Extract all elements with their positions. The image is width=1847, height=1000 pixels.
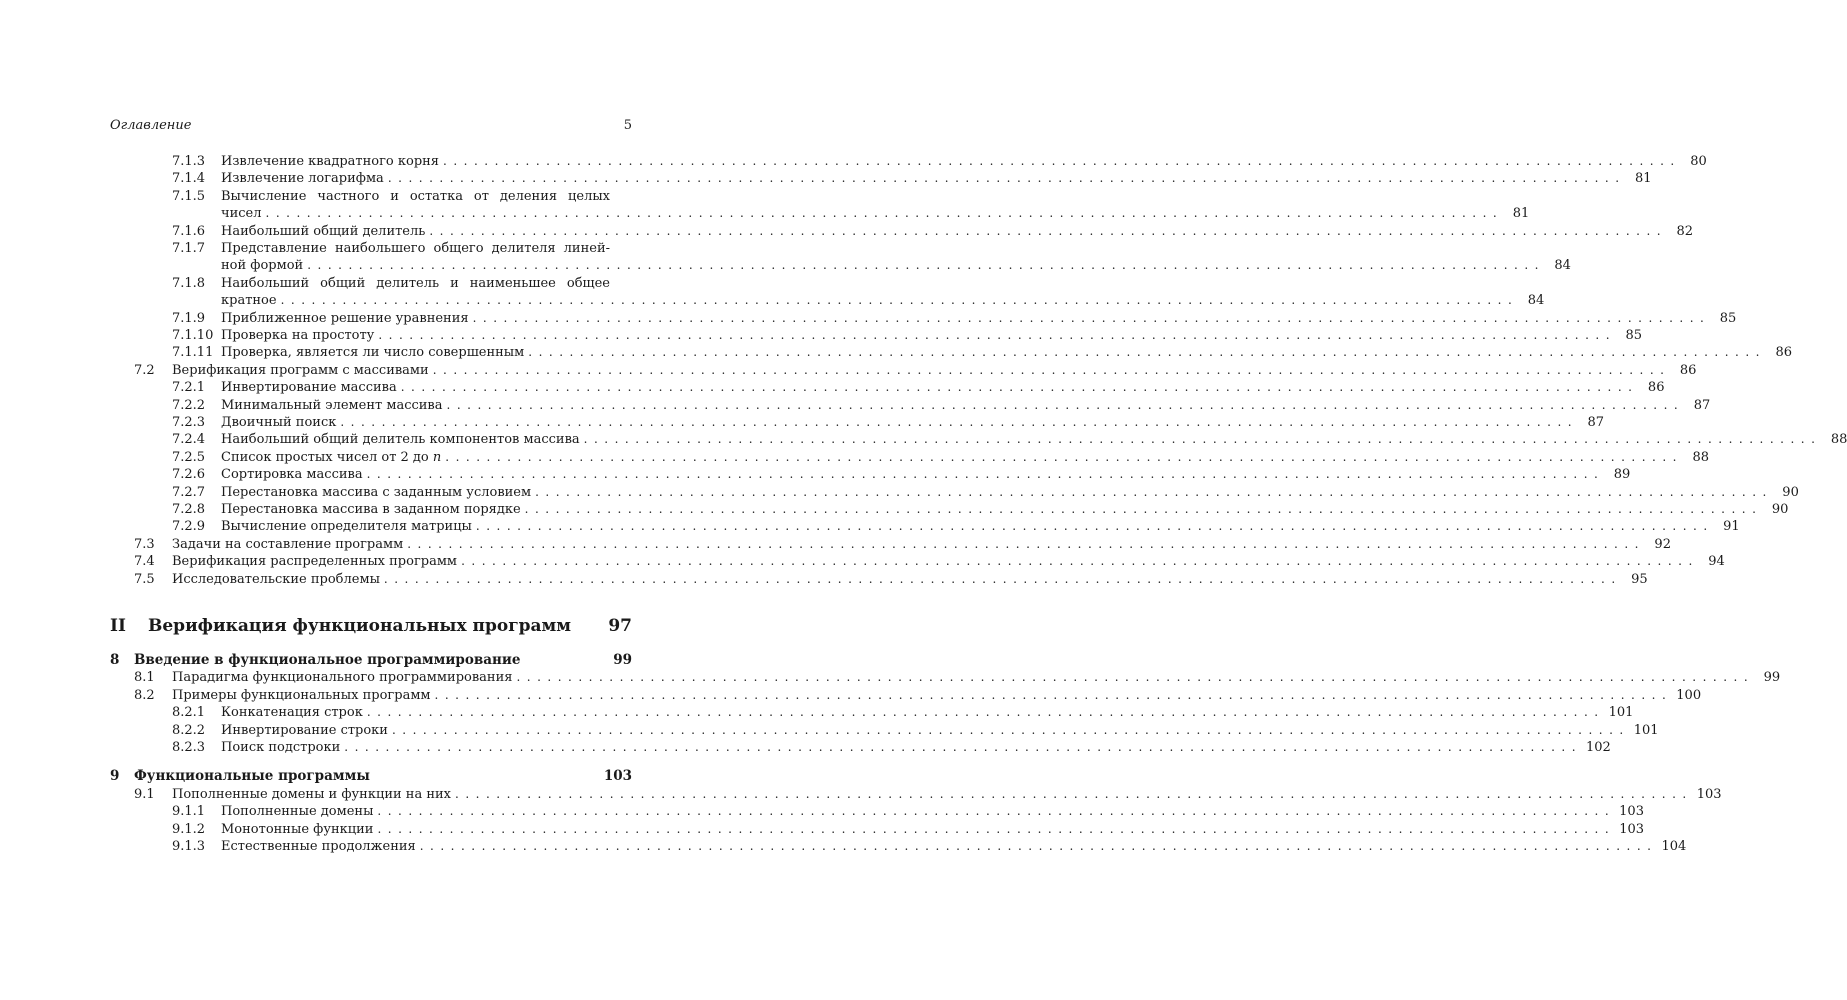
toc-page-number: 82 bbox=[1676, 223, 1694, 239]
toc-leader-dots: ........................................................................................................................ bbox=[445, 449, 1683, 464]
toc-title: Перестановка массива с заданным условием bbox=[221, 484, 535, 501]
toc-subsection-row[interactable] bbox=[110, 344, 1792, 361]
toc-title: Наибольший общий делитель и наименьшее общее bbox=[221, 275, 634, 292]
toc-page-number: 85 bbox=[1719, 310, 1737, 326]
toc-title: Приближенное решение уравнения bbox=[221, 310, 473, 327]
toc-title: Естественные продолжения bbox=[221, 838, 420, 855]
toc-title: Проверка, является ли число совершенным bbox=[221, 344, 528, 361]
toc-page-number: 88 bbox=[1692, 449, 1709, 465]
toc-section-row[interactable] bbox=[110, 687, 1702, 704]
toc-leader-dots: ........................................................................................................................ bbox=[455, 786, 1693, 801]
toc-subsection-row[interactable] bbox=[110, 310, 1737, 327]
toc-leader-dots: ........................................................................................................................ bbox=[475, 519, 1714, 534]
toc-number: 8.1 bbox=[134, 670, 155, 686]
toc-subsection-row[interactable] bbox=[110, 257, 1571, 274]
toc-page-number: 90 bbox=[1771, 502, 1789, 517]
toc-number: 7.2.7 bbox=[172, 484, 206, 500]
toc-section-row[interactable] bbox=[110, 536, 1671, 553]
toc-number: 8.2.1 bbox=[172, 705, 206, 721]
toc-subsection-row[interactable] bbox=[110, 484, 1799, 501]
toc-number: 7.2.9 bbox=[172, 519, 206, 535]
toc-page-number: 90 bbox=[1782, 484, 1799, 500]
toc-number: 7.3 bbox=[134, 536, 155, 552]
toc-title: Конкатенация строк bbox=[221, 704, 367, 721]
toc-leader-dots: ........................................................................................................................ bbox=[378, 328, 1617, 342]
toc-number: 8.2.2 bbox=[172, 722, 206, 738]
running-title: Оглавление bbox=[110, 118, 192, 133]
toc-title: Пополненные домены и функции на них bbox=[172, 786, 455, 803]
toc-title: ной формой bbox=[221, 257, 307, 274]
toc-page-number: 87 bbox=[1587, 415, 1605, 430]
part-number: II bbox=[110, 616, 126, 636]
toc-leader-dots: ........................................................................................................................ bbox=[443, 154, 1681, 168]
toc-subsection-row[interactable] bbox=[110, 803, 1644, 820]
toc-leader-dots: ........................................................................................................................ bbox=[400, 380, 1639, 395]
toc-section-row[interactable] bbox=[110, 362, 1697, 379]
toc-number: 7.5 bbox=[134, 571, 155, 587]
toc-title: кратное bbox=[221, 292, 281, 309]
toc-part-heading[interactable] bbox=[110, 616, 634, 638]
toc-leader-dots: ........................................................................................................................ bbox=[583, 432, 1822, 447]
toc-number: 7.2.6 bbox=[172, 467, 206, 483]
toc-page-number: 86 bbox=[1775, 345, 1792, 361]
chapter-page-number: 99 bbox=[613, 652, 632, 668]
toc-page-number: 95 bbox=[1631, 571, 1648, 587]
toc-subsection-row[interactable] bbox=[110, 170, 1652, 187]
toc-subsection-row[interactable] bbox=[110, 223, 1694, 240]
toc-number: 7.1.3 bbox=[172, 154, 206, 169]
toc-subsection-row[interactable] bbox=[110, 188, 634, 205]
toc-page-number: 84 bbox=[1554, 258, 1571, 274]
toc-number: 8.2.3 bbox=[172, 740, 206, 755]
part-page-number: 97 bbox=[608, 616, 632, 636]
toc-page-number: 103 bbox=[1696, 786, 1722, 802]
toc-title: Двоичный поиск bbox=[221, 414, 340, 431]
toc-subsection-row[interactable] bbox=[110, 722, 1659, 739]
running-head bbox=[110, 118, 634, 134]
toc-subsection-row[interactable] bbox=[110, 466, 1631, 483]
toc-number: 9.1.1 bbox=[172, 804, 206, 820]
toc-page-number: 100 bbox=[1676, 687, 1702, 703]
toc-number: 8.2 bbox=[134, 687, 155, 703]
toc-subsection-row[interactable] bbox=[110, 704, 1634, 721]
toc-page-number: 80 bbox=[1690, 154, 1707, 169]
toc-leader-dots: ........................................................................................................................ bbox=[446, 397, 1685, 412]
toc-number: 7.1.7 bbox=[172, 241, 206, 256]
toc-leader-dots: ........................................................................................................................ bbox=[516, 670, 1755, 685]
toc-leader-dots: ........................................................................................................................ bbox=[344, 740, 1583, 754]
toc-page-number: 102 bbox=[1586, 740, 1611, 755]
toc-page-number: 86 bbox=[1679, 362, 1697, 378]
toc-title: Инвертирование строки bbox=[221, 722, 392, 739]
toc-page-number: 88 bbox=[1830, 432, 1847, 448]
toc-title: Поиск подстроки bbox=[221, 739, 344, 756]
toc-subsection-row[interactable] bbox=[110, 739, 1611, 756]
toc-subsection-row[interactable] bbox=[110, 205, 1530, 222]
toc-page-number: 104 bbox=[1661, 839, 1687, 854]
toc-leader-dots: ........................................................................................................................ bbox=[366, 467, 1605, 482]
toc-title: Вычисление частного и остатка от деления целых bbox=[221, 188, 634, 205]
toc-leader-dots: ........................................................................................................................ bbox=[419, 839, 1658, 853]
toc-number: 7.4 bbox=[134, 554, 155, 570]
toc-number: 7.2.4 bbox=[172, 432, 206, 448]
toc-leader-dots: ........................................................................................................................ bbox=[280, 293, 1519, 308]
toc-number: 7.2.2 bbox=[172, 397, 206, 413]
toc-title: Наибольший общий делитель bbox=[221, 223, 429, 240]
toc-title: Минимальный элемент массива bbox=[221, 397, 447, 414]
toc-page-number: 94 bbox=[1708, 554, 1725, 570]
toc-subsection-row[interactable] bbox=[110, 397, 1711, 414]
toc-subsection-row[interactable] bbox=[110, 240, 634, 257]
toc-page-number: 85 bbox=[1625, 328, 1643, 343]
toc-title: Пополненные домены bbox=[221, 803, 377, 820]
chapter-number: 9 bbox=[110, 768, 120, 785]
toc-title: Наибольший общий делитель компонентов массива bbox=[221, 431, 584, 448]
toc-title: Список простых чисел от 2 до n bbox=[221, 449, 445, 466]
toc-leader-dots: ........................................................................................................................ bbox=[366, 705, 1605, 720]
toc-page-number: 103 bbox=[1619, 804, 1644, 820]
toc-section-row[interactable] bbox=[110, 571, 1648, 588]
toc-subsection-row[interactable] bbox=[110, 327, 1643, 344]
toc-page-number: 81 bbox=[1635, 171, 1652, 187]
toc-number: 7.1.11 bbox=[172, 345, 214, 361]
toc-leader-dots: ........................................................................................................................ bbox=[461, 554, 1699, 569]
toc-chapter-heading[interactable] bbox=[110, 768, 634, 785]
toc-title: Парадигма функционального программирования bbox=[172, 669, 516, 686]
toc-title: Перестановка массива в заданном порядке bbox=[221, 501, 525, 518]
toc-title: Примеры функциональных программ bbox=[172, 687, 435, 704]
toc-leader-dots: ........................................................................................................................ bbox=[472, 310, 1711, 325]
toc-leader-dots: ........................................................................................................................ bbox=[429, 223, 1668, 238]
toc-subsection-row[interactable] bbox=[110, 431, 1847, 448]
toc-page-number: 91 bbox=[1723, 519, 1740, 535]
toc-page-number: 101 bbox=[1633, 722, 1659, 738]
toc-number: 7.1.6 bbox=[172, 223, 206, 239]
toc-section-row[interactable] bbox=[110, 553, 1725, 570]
toc-subsection-row[interactable] bbox=[110, 292, 1545, 309]
toc-page-number: 87 bbox=[1693, 397, 1711, 413]
toc-leader-dots: ........................................................................................................................ bbox=[434, 687, 1673, 702]
toc-leader-dots: ........................................................................................................................ bbox=[383, 571, 1622, 586]
toc-title: чисел bbox=[221, 205, 266, 222]
page-number: 5 bbox=[623, 118, 632, 133]
toc-number: 7.1.10 bbox=[172, 328, 214, 343]
toc-number: 7.1.9 bbox=[172, 310, 206, 326]
toc-number: 7.1.4 bbox=[172, 171, 206, 187]
toc-chapter-heading[interactable] bbox=[110, 652, 634, 669]
toc-subsection-row[interactable] bbox=[110, 275, 634, 292]
toc-section-row[interactable] bbox=[110, 669, 1781, 686]
toc-subsection-row[interactable] bbox=[110, 838, 1687, 855]
toc-subsection-row[interactable] bbox=[110, 153, 1707, 170]
toc-number: 7.2.5 bbox=[172, 449, 206, 465]
toc-leader-dots: ........................................................................................................................ bbox=[528, 345, 1766, 360]
toc-number: 9.1.2 bbox=[172, 821, 206, 837]
toc-leader-dots: ........................................................................................................................ bbox=[524, 502, 1763, 516]
toc-title: Вычисление определителя матрицы bbox=[221, 518, 476, 535]
toc-leader-dots: ........................................................................................................................ bbox=[377, 804, 1616, 819]
toc-page-number: 89 bbox=[1613, 467, 1631, 483]
toc-section-row[interactable] bbox=[110, 786, 1722, 803]
toc-title: Исследовательские проблемы bbox=[172, 571, 384, 588]
toc-number: 7.2.8 bbox=[172, 502, 206, 517]
toc-title: Верификация распределенных программ bbox=[172, 553, 461, 570]
toc-title: Сортировка массива bbox=[221, 466, 367, 483]
toc-title: Извлечение квадратного корня bbox=[221, 153, 443, 170]
toc-leader-dots: ........................................................................................................................ bbox=[432, 362, 1671, 377]
chapter-title: Функциональные программы bbox=[134, 768, 370, 785]
toc-leader-dots: ........................................................................................................................ bbox=[265, 206, 1504, 221]
toc-page-number: 99 bbox=[1763, 670, 1781, 686]
toc-leader-dots: ........................................................................................................................ bbox=[535, 484, 1773, 499]
toc-number: 7.2.3 bbox=[172, 415, 206, 430]
toc-title: Проверка на простоту bbox=[221, 327, 378, 344]
toc-title: Верификация программ с массивами bbox=[172, 362, 433, 379]
toc-leader-dots: ........................................................................................................................ bbox=[340, 415, 1579, 429]
toc-number: 7.1.5 bbox=[172, 188, 206, 204]
chapter-title: Введение в функциональное программирование bbox=[134, 652, 521, 668]
toc-number: 9.1.3 bbox=[172, 839, 206, 854]
toc-title: Инвертирование массива bbox=[221, 379, 401, 396]
toc-subsection-row[interactable] bbox=[110, 821, 1645, 838]
toc-subsection-row[interactable] bbox=[110, 449, 1709, 466]
toc-leader-dots: ........................................................................................................................ bbox=[387, 171, 1626, 186]
toc-title: Монотонные функции bbox=[221, 821, 377, 838]
toc-number: 7.1.8 bbox=[172, 275, 206, 291]
toc-title: Извлечение логарифма bbox=[221, 170, 388, 187]
toc-number: 7.2.1 bbox=[172, 380, 206, 396]
toc-title: Задачи на составление программ bbox=[172, 536, 407, 553]
toc-page-number: 92 bbox=[1654, 536, 1671, 552]
toc-leader-dots: ........................................................................................................................ bbox=[377, 821, 1616, 836]
toc-leader-dots: ........................................................................................................................ bbox=[407, 536, 1645, 551]
toc-page-number: 81 bbox=[1512, 206, 1530, 222]
part-title: Верификация функциональных программ bbox=[148, 616, 572, 636]
toc-subsection-row[interactable] bbox=[110, 501, 1789, 518]
chapter-number: 8 bbox=[110, 652, 120, 668]
toc-number: 7.2 bbox=[134, 362, 155, 378]
toc-page-number: 103 bbox=[1619, 821, 1645, 837]
toc-page-number: 84 bbox=[1527, 293, 1545, 309]
chapter-page-number: 103 bbox=[603, 768, 632, 785]
toc-subsection-row[interactable] bbox=[110, 414, 1605, 431]
toc-leader-dots: ........................................................................................................................ bbox=[307, 258, 1545, 273]
toc-number: 9.1 bbox=[134, 786, 155, 802]
toc-page-number: 101 bbox=[1608, 705, 1634, 721]
toc-subsection-row[interactable] bbox=[110, 379, 1665, 396]
toc-subsection-row[interactable] bbox=[110, 518, 1740, 535]
toc-leader-dots: ........................................................................................................................ bbox=[391, 722, 1630, 737]
toc-title: Представление наибольшего общего делителя линей- bbox=[221, 240, 634, 257]
toc-page-number: 86 bbox=[1647, 380, 1665, 396]
